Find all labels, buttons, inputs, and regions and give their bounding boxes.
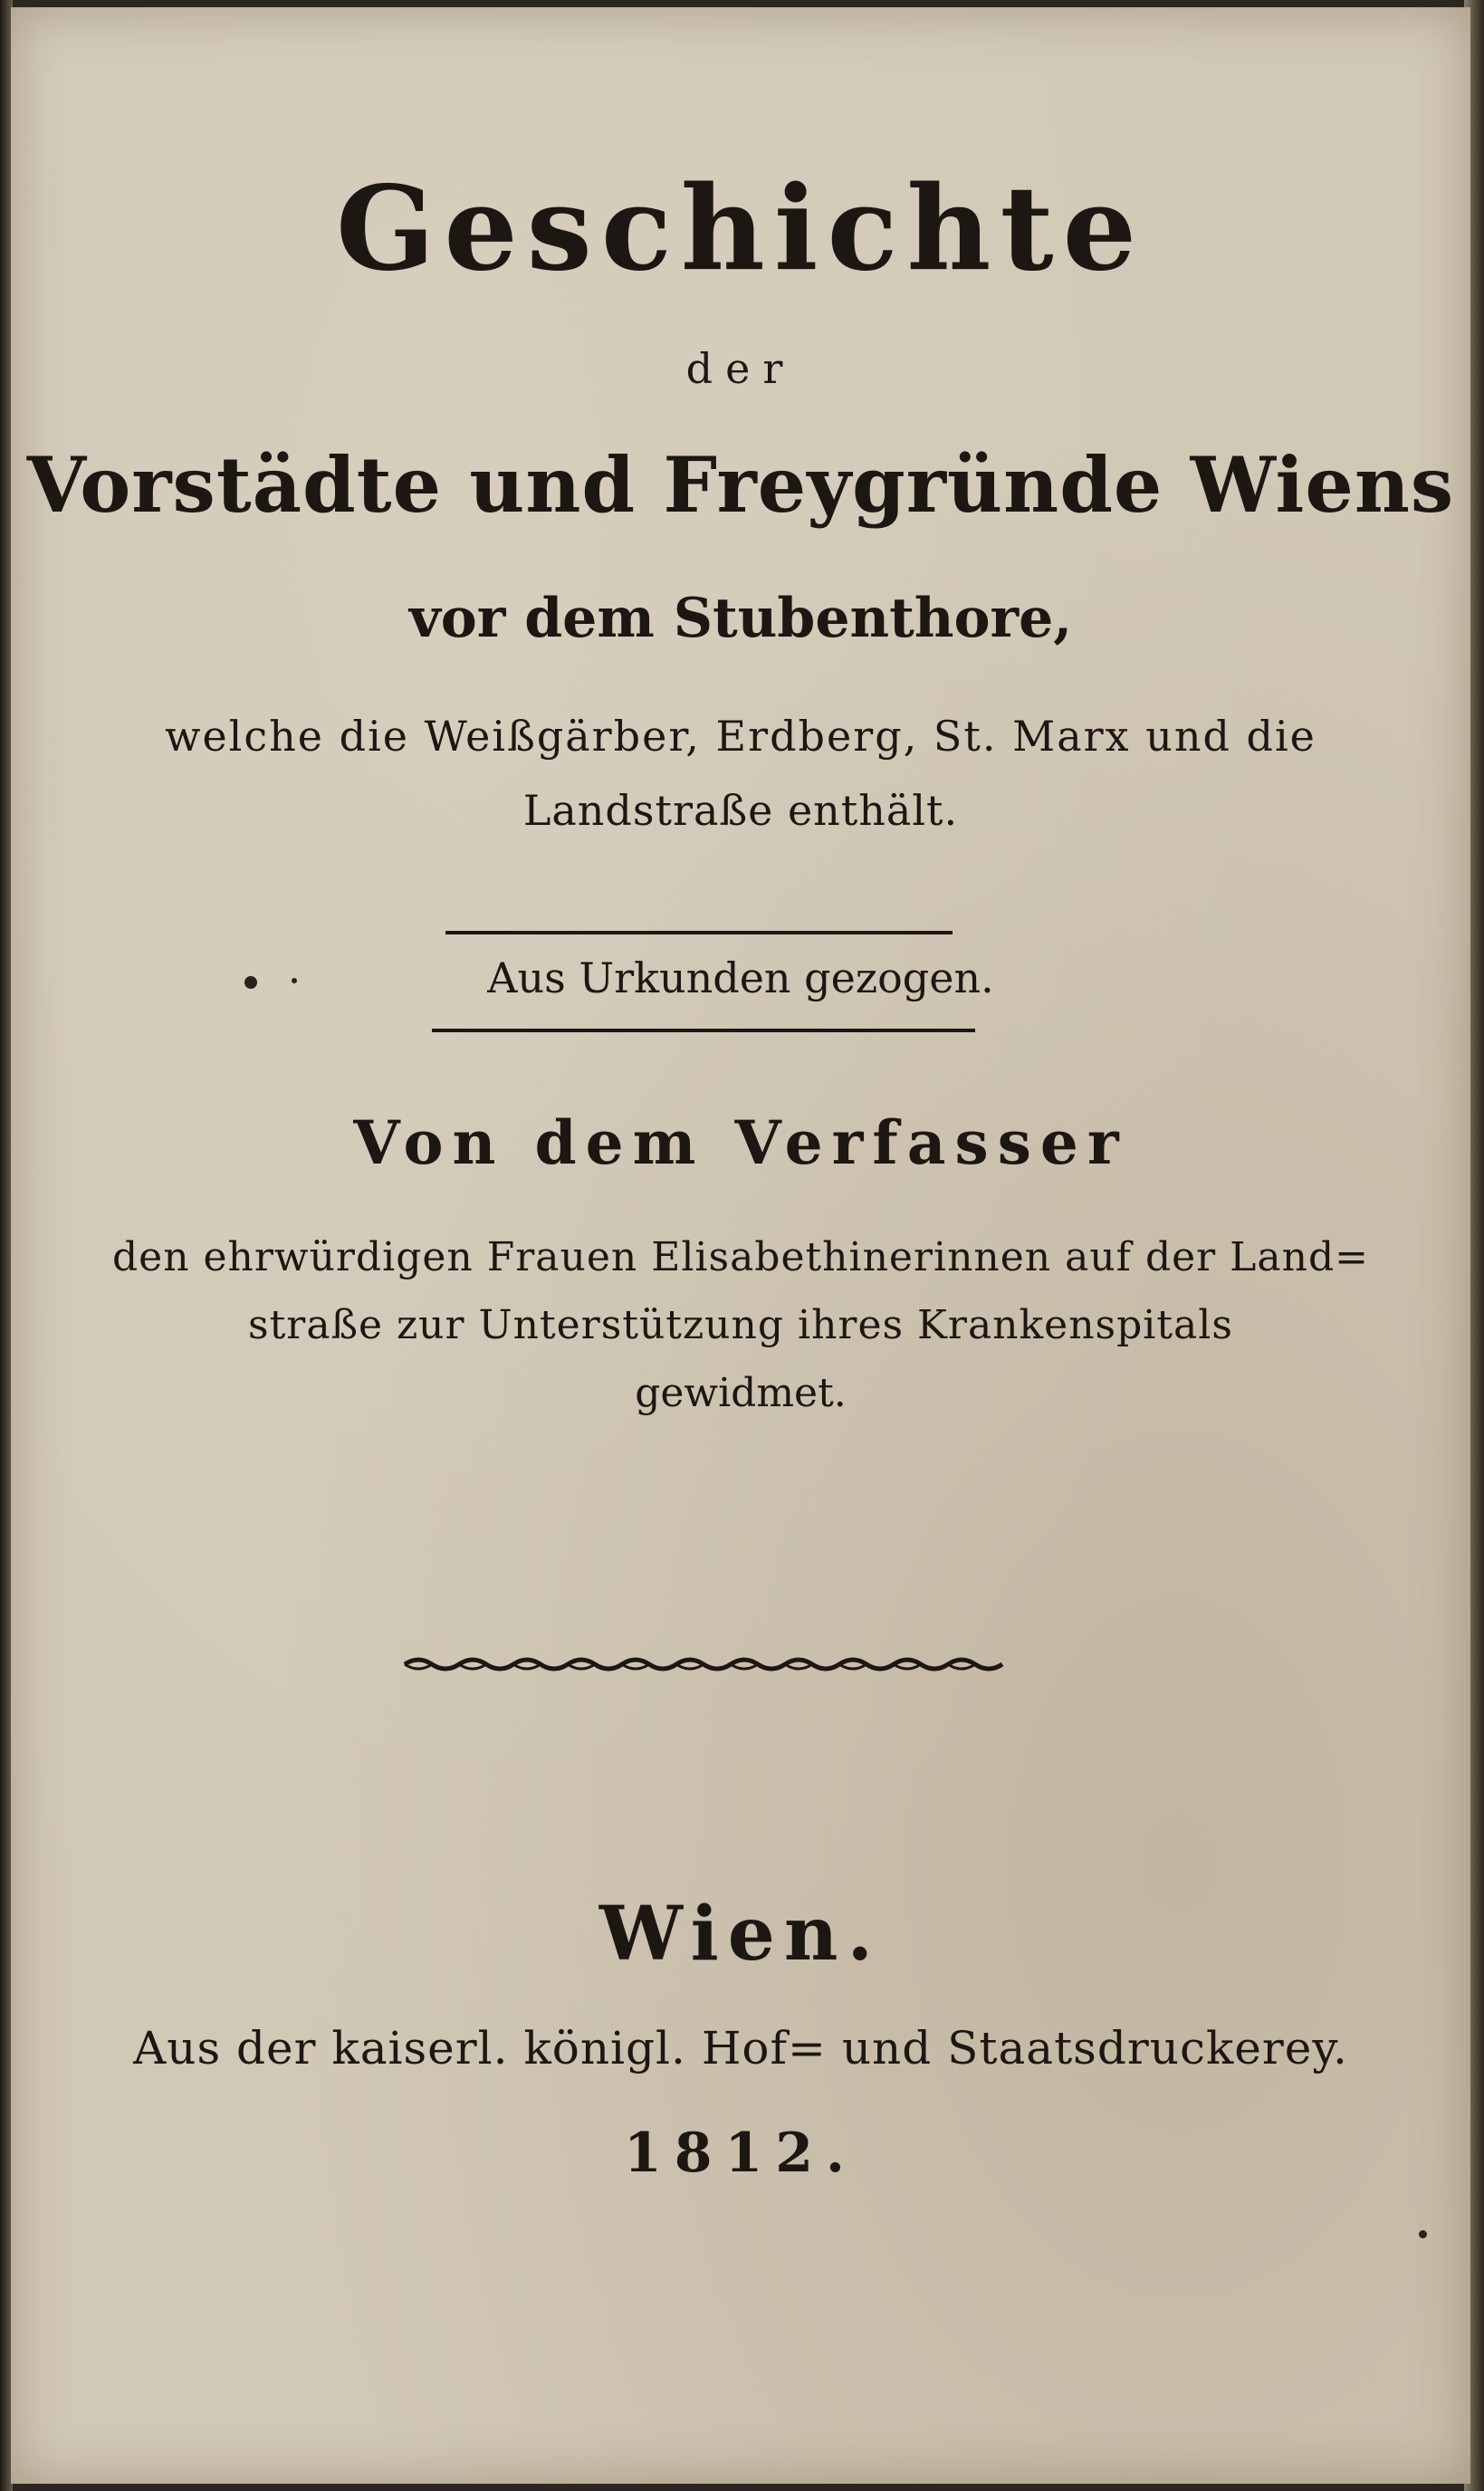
dedication-line-1: den ehrwürdigen Frauen Elisabethinerinnen auf der Land= — [111, 1234, 1370, 1280]
source-note: Aus Urkunden gezogen. — [487, 953, 994, 1002]
ornamental-divider — [400, 1651, 1007, 1678]
book-title: Geschichte — [336, 161, 1145, 297]
author-statement: Von dem Verfasser — [353, 1107, 1128, 1178]
dedication-line-3: gewidmet. — [635, 1370, 847, 1416]
ink-speck — [292, 978, 297, 983]
subtitle-location: vor dem Stubenthore, — [408, 587, 1073, 650]
imprint-place: Wien. — [598, 1891, 883, 1978]
title-article: der — [685, 344, 796, 393]
ink-speck — [1419, 2230, 1427, 2238]
title-page — [11, 7, 1470, 2484]
ink-speck — [244, 976, 257, 989]
rule-bottom — [432, 1029, 975, 1032]
rule-top — [445, 931, 953, 934]
contents-line-1: welche die Weißgärber, Erdberg, St. Marx und die — [165, 712, 1316, 761]
book-subtitle: Vorstädte und Freygründe Wiens — [26, 440, 1455, 530]
contents-line-2: Landstraße enthält. — [522, 786, 959, 835]
imprint-publisher: Aus der kaiserl. königl. Hof= und Staatsdruckerey. — [133, 2022, 1348, 2074]
imprint-year: 1812. — [624, 2122, 857, 2185]
dedication-line-2: straße zur Unterstützung ihres Krankenspitals — [248, 1302, 1233, 1348]
